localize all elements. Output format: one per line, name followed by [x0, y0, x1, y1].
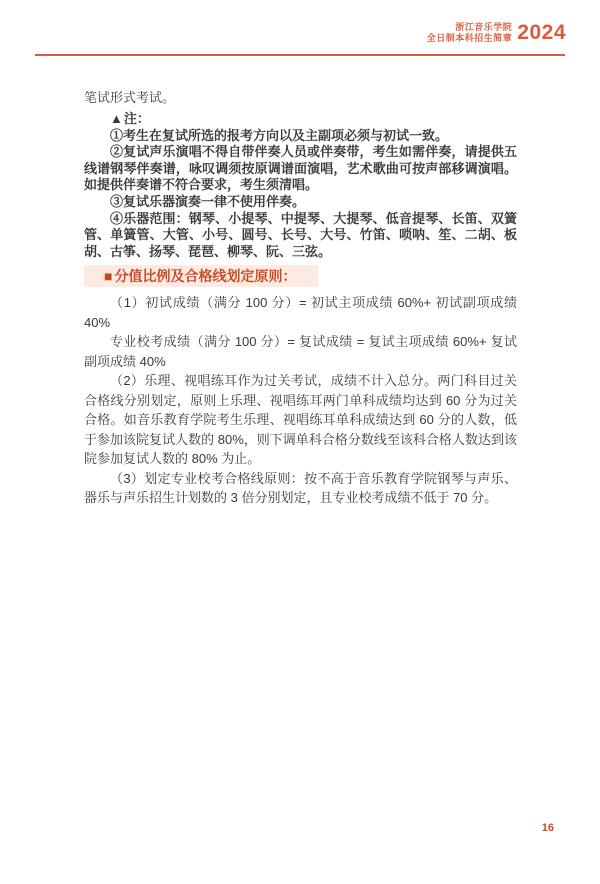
page-content — [84, 89, 517, 508]
paragraph-2: 专业校考成绩（满分 100 分）= 复试成绩 = 复试主项成绩 60%+ 复试副项成绩 40% — [84, 334, 517, 369]
note-label: 注： — [123, 111, 150, 126]
section-header — [84, 265, 318, 287]
note-item-4: ④乐器范围：钢琴、小提琴、中提琴、大提琴、低音提琴、长笛、双簧管、单簧管、大管、小号、圆号、长号、大号、竹笛、唢呐、笙、二胡、板胡、古筝、扬琴、琵琶、柳琴、阮、三弦。 — [84, 210, 517, 259]
paragraphs-block — [84, 293, 517, 508]
triangle-icon: ▲ — [110, 111, 123, 126]
note-item-3: ③复试乐器演奏一律不使用伴奏。 — [110, 193, 306, 209]
page-header — [427, 22, 566, 44]
section-title: 分值比例及合格线划定原则： — [114, 268, 297, 285]
note-item-1: ①考生在复试所选的报考方向以及主副项必须与初试一致。 — [110, 127, 449, 143]
page-number: 16 — [541, 822, 554, 834]
square-bullet-icon: ■ — [104, 268, 113, 285]
note-item-2: ②复试声乐演唱不得自带伴奏人员或伴奏带，考生如需伴奏，请提供五线谱钢琴伴奏谱，咏叹调须按原调谱面演唱，艺术歌曲可按声部移调演唱。如提供伴奏谱不符合要求，考生须清唱。 — [84, 144, 517, 193]
paragraph-4: （3）划定专业校考合格线原则：按不高于音乐教育学院钢琴与声乐、器乐与声乐招生计划数的 3 倍分别划定，且专业校考成绩不低于 70 分。 — [84, 470, 517, 506]
header-divider — [35, 54, 565, 56]
paragraph-3: （2）乐理、视唱练耳作为过关考试，成绩不计入总分。两门科目过关合格线分别划定，原则上乐理、视唱练耳两门单科成绩均达到 60 分为过关合格。如音乐教育学院考生乐理、视唱练耳单科成绩达到 60 分的人数，低于参加该院复试人数的 80%，则下调单科合格分数线至该科合格人数达到该院参加复试人数的 80% 为止。 — [84, 373, 517, 467]
org-name-block — [427, 22, 513, 44]
note-label-line — [84, 111, 517, 128]
org-name-line2: 全日制本科招生简章 — [426, 33, 513, 43]
year-label: 2024 — [517, 21, 566, 44]
paragraph-1: （1）初试成绩（满分 100 分）= 初试主项成绩 60%+ 初试副项成绩 40% — [84, 295, 517, 330]
intro-text: 笔试形式考试。 — [84, 90, 176, 105]
notes-block — [84, 111, 517, 260]
org-name-line1: 浙江音乐学院 — [455, 22, 513, 32]
